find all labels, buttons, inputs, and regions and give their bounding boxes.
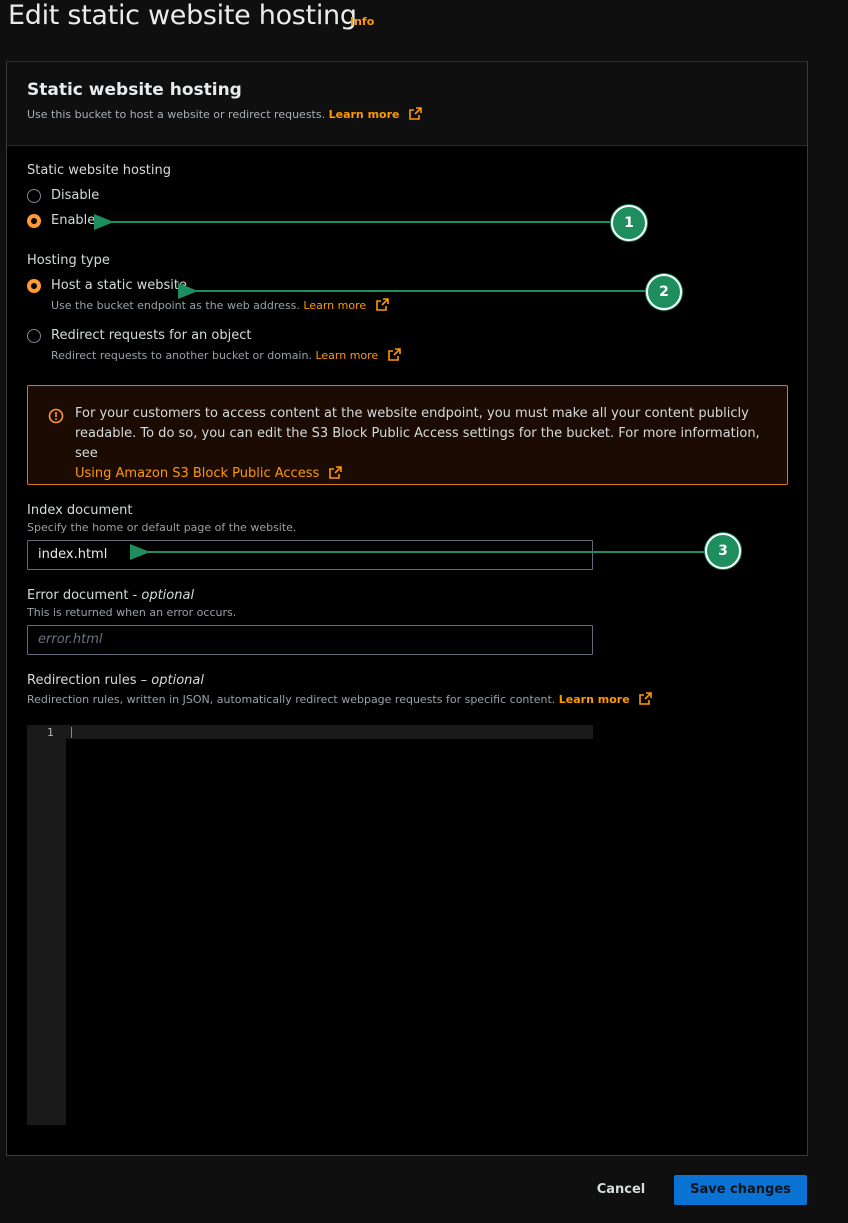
learn-more-link-static[interactable]: Learn more — [303, 299, 367, 312]
learn-more-link[interactable]: Learn more — [328, 108, 400, 121]
redirect-description-text: Redirect requests to another bucket or domain. — [51, 349, 312, 362]
cancel-button[interactable]: Cancel — [596, 1182, 646, 1197]
hosting-label: Static website hosting — [27, 163, 171, 178]
host-static-description-text: Use the bucket endpoint as the web address. — [51, 299, 300, 312]
learn-more-link-redirection[interactable]: Learn more — [558, 693, 630, 706]
page-title: Edit static website hosting — [8, 0, 357, 31]
radio-enable-label[interactable]: Enable — [51, 213, 96, 228]
learn-more-link-redirect[interactable]: Learn more — [315, 349, 379, 362]
redirection-rules-description-text: Redirection rules, written in JSON, automatically redirect webpage requests for specific content. — [27, 693, 556, 706]
hosting-type-label: Hosting type — [27, 253, 110, 268]
redirection-rules-label-text: Redirection rules – — [27, 673, 152, 688]
radio-disable-label[interactable]: Disable — [51, 188, 100, 203]
index-document-input[interactable]: index.html — [27, 540, 593, 570]
error-document-optional: optional — [141, 588, 195, 603]
warning-message: For your customers to access content at the website endpoint, you must make all your content publicly readable. To do so, you can edit the S3 Block Public Access settings for the bucket. For more information, see — [75, 406, 760, 461]
info-link[interactable]: Info — [350, 15, 375, 28]
annotation-badge-1: 1 — [611, 205, 647, 241]
index-document-label: Index document — [27, 503, 133, 518]
panel-description-text: Use this bucket to host a website or redirect requests. — [27, 108, 326, 121]
error-document-input[interactable]: error.html — [27, 625, 593, 655]
radio-host-static-label[interactable]: Host a static website — [51, 278, 188, 293]
panel-title: Static website hosting — [27, 80, 242, 100]
error-document-label-text: Error document - — [27, 588, 142, 603]
redirection-rules-optional: optional — [151, 673, 204, 688]
line-number: 1 — [47, 726, 54, 739]
error-document-description: This is returned when an error occurs. — [27, 606, 237, 619]
radio-redirect-label[interactable]: Redirect requests for an object — [51, 328, 252, 343]
annotation-badge-2: 2 — [646, 274, 682, 310]
save-changes-button[interactable]: Save changes — [674, 1175, 807, 1205]
annotation-badge-3: 3 — [705, 533, 741, 569]
index-document-description: Specify the home or default page of the website. — [27, 521, 297, 534]
block-public-access-link[interactable]: Using Amazon S3 Block Public Access — [75, 466, 320, 481]
